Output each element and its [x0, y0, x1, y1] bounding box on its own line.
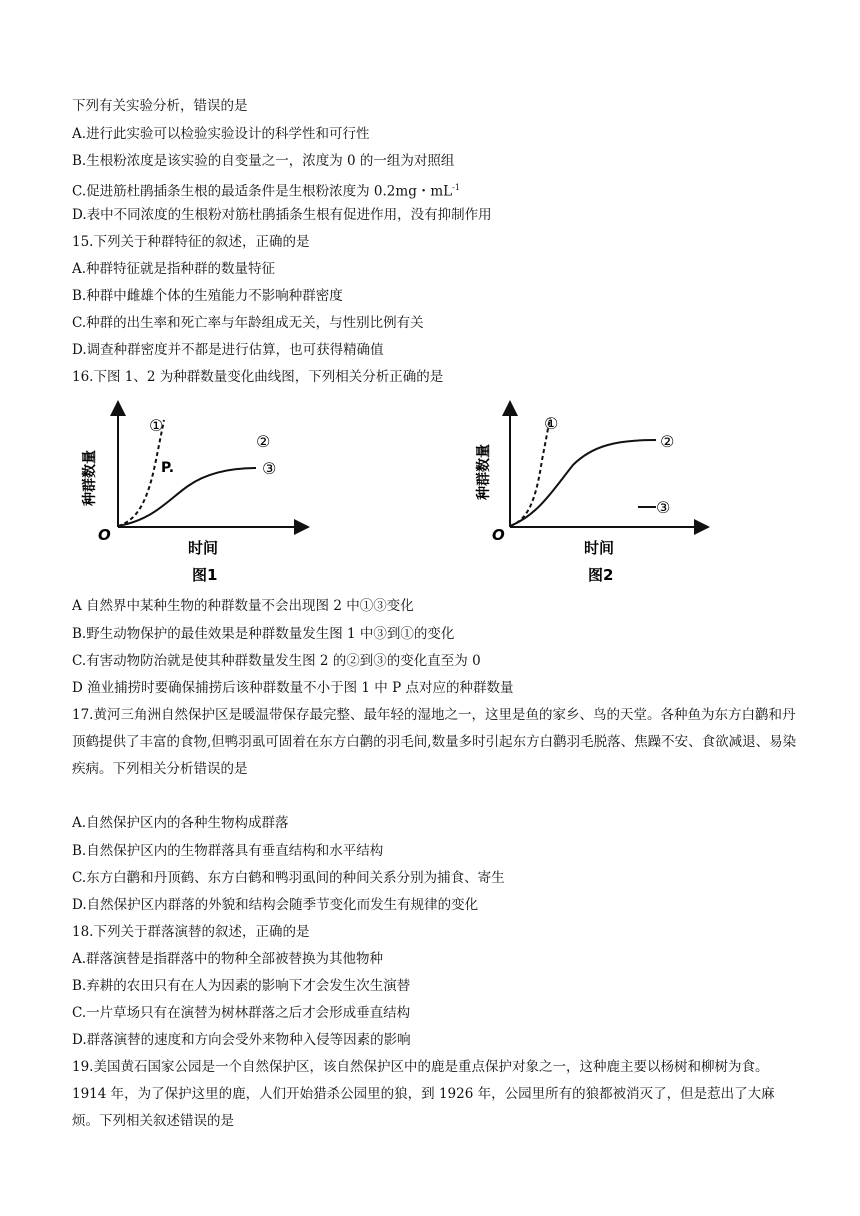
- q14-stem: 下列有关实验分析，错误的是: [72, 98, 248, 114]
- figure-2: [478, 400, 708, 590]
- q17-option-c: C.东方白鹳和丹顶鹤、东方白鹤和鸭羽虱间的种间关系分别为捕食、寄生: [72, 870, 505, 886]
- figure-1-origin: O: [98, 526, 111, 544]
- figure-2-curve-2: [510, 440, 656, 526]
- q18-option-d: D.群落演替的速度和方向会受外来物种入侵等因素的影响: [72, 1032, 411, 1048]
- figure-2-label-2: ②: [660, 432, 675, 451]
- q18-stem: 18.下列关于群落演替的叙述，正确的是: [72, 924, 310, 940]
- figure-1-caption: 图1: [192, 566, 218, 584]
- q15-option-b: B.种群中雌雄个体的生殖能力不影响种群密度: [72, 288, 343, 304]
- q16-option-a: A 自然界中某种生物的种群数量不会出现图 2 中①③变化: [72, 598, 414, 614]
- q14-option-c: C.促进筋杜鹃插条生根的最适条件是生根粉浓度为 0.2mg・mL: [72, 183, 453, 200]
- q14-option-a: A.进行此实验可以检验实验设计的科学性和可行性: [72, 126, 370, 142]
- figure-1: [78, 400, 308, 590]
- figure-1-plot: [78, 400, 308, 590]
- q18-option-a: A.群落演替是指群落中的物种全部被替换为其他物种: [72, 951, 384, 967]
- q18-option-b: B.弃耕的农田只有在人为因素的影响下才会发生次生演替: [72, 978, 411, 994]
- q16-option-d: D 渔业捕捞时要确保捕捞后该种群数量不小于图 1 中 P 点对应的种群数量: [72, 680, 514, 696]
- q17-option-d: D.自然保护区内群落的外貌和结构会随季节变化而发生有规律的变化: [72, 897, 479, 913]
- figure-1-label-3: ③: [262, 459, 277, 478]
- q15-stem: 15.下列关于种群特征的叙述，正确的是: [72, 234, 310, 250]
- q15-option-a: A.种群特征就是指种群的数量特征: [72, 261, 276, 277]
- figure-2-curve-1: [510, 418, 550, 526]
- figure-1-xlabel: 时间: [188, 539, 219, 557]
- q17-option-a: A.自然保护区内的各种生物构成群落: [72, 815, 289, 831]
- q14-option-c-wrap: [72, 179, 460, 201]
- figure-2-xlabel: 时间: [584, 539, 615, 557]
- figure-2-caption: 图2: [588, 566, 614, 584]
- q18-option-c: C.一片草场只有在演替为树林群落之后才会形成垂直结构: [72, 1005, 411, 1021]
- q16-stem: 16.下图 1、2 为种群数量变化曲线图，下列相关分析正确的是: [72, 369, 444, 385]
- figure-1-curve-3: [118, 468, 256, 526]
- figure-2-origin: O: [492, 526, 505, 544]
- q17-stem: 17.黄河三角洲自然保护区是暖温带保存最完整、最年轻的湿地之一，这里是鱼的家乡、鸟的天堂。各种鱼为东方白鹳和丹顶鹤提供了丰富的食物,但鸭羽虱可固着在东方白鹳的羽毛间,数量多时引起东方白鹳羽毛脱落、焦躁不安、食欲减退、易染疾病。下列相关分析错误的是: [72, 707, 797, 777]
- figure-2-plot: [478, 400, 708, 590]
- q16-option-b: B.野生动物保护的最佳效果是种群数量发生图 1 中③到①的变化: [72, 626, 455, 642]
- figure-2-ylabel: 种群数量: [476, 444, 492, 500]
- figure-1-label-2: ②: [256, 432, 271, 451]
- q14-option-b: B.生根粉浓度是该实验的自变量之一，浓度为 0 的一组为对照组: [72, 153, 455, 169]
- q14-option-d: D.表中不同浓度的生根粉对筋杜鹃插条生根有促进作用，没有抑制作用: [72, 207, 492, 223]
- q15-option-d: D.调查种群密度并不都是进行估算，也可获得精确值: [72, 342, 384, 358]
- q16-option-c: C.有害动物防治就是使其种群数量发生图 2 的②到③的变化直至为 0: [72, 653, 481, 669]
- figure-1-point-p: P.: [161, 460, 175, 476]
- figure-2-label-3: ③: [656, 498, 671, 517]
- figure-1-label-1: ①: [149, 416, 164, 435]
- figure-1-ylabel: 种群数量: [82, 450, 98, 506]
- q19-stem: 19.美国黄石国家公园是一个自然保护区，该自然保护区中的鹿是重点保护对象之一，这种鹿主要以杨树和柳树为食。1914 年，为了保护这里的鹿，人们开始猎杀公园里的狼，到 1926 年，公园里所有的狼都被消灭了，但是惹出了大麻烦。下列相关叙述错误的是: [72, 1059, 775, 1129]
- q14-option-c-superscript: -1: [452, 183, 460, 192]
- q15-option-c: C.种群的出生率和死亡率与年龄组成无关，与性别比例有关: [72, 315, 424, 331]
- figure-2-label-1: ①: [544, 414, 559, 433]
- q17-option-b: B.自然保护区内的生物群落具有垂直结构和水平结构: [72, 843, 384, 859]
